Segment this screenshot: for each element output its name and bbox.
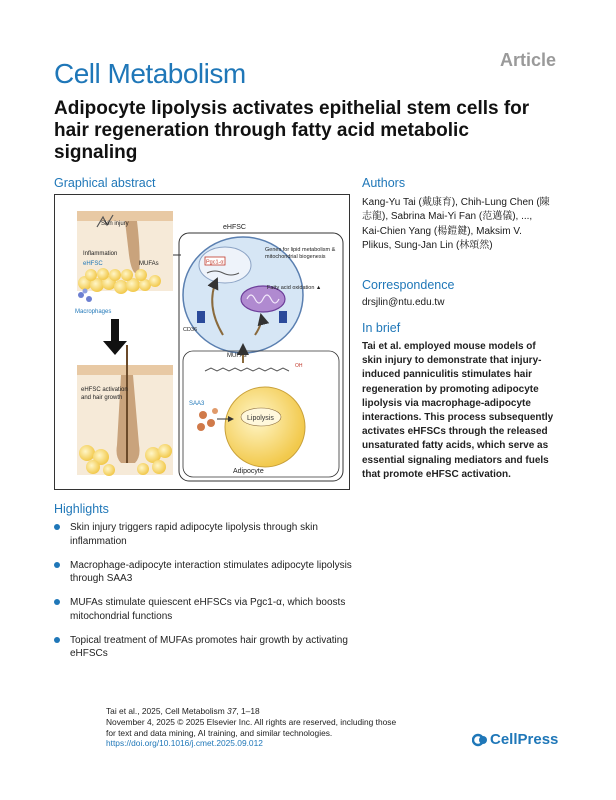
publisher-name: CellPress	[490, 731, 559, 748]
fao-label: Fatty acid oxidation ▲	[267, 285, 322, 291]
cd36-transporter-left	[197, 311, 205, 323]
skin-injury-label: Skin injury	[101, 221, 129, 227]
correspondence-email[interactable]: drsjlin@ntu.edu.tw	[362, 297, 445, 308]
cd36-label: CD36	[183, 327, 198, 333]
pgc1a-label: Pgc1-α	[206, 259, 224, 266]
inflammation-label: Inflammation	[83, 251, 118, 257]
citation-footer	[106, 706, 436, 749]
doi-link[interactable]: https://doi.org/10.1016/j.cmet.2025.09.012	[106, 738, 263, 749]
in-brief-heading: In brief	[362, 321, 401, 335]
genes-label-line2: mitochondrial biogenesis	[265, 254, 326, 260]
publisher-logo[interactable]	[472, 731, 558, 748]
highlights-list	[54, 521, 354, 671]
correspondence-heading: Correspondence	[362, 278, 455, 292]
activation-label-line1: eHFSC activation	[81, 387, 128, 393]
highlight-item	[54, 559, 354, 586]
in-brief-text: Tai et al. employed mouse models of skin injury to demonstrate that injury-induced panniculitis stimulates hair regeneration by promoting adipocyte lipolysis via macrophage-adipocyte interactions. This process subsequently activates eHFSCs through the released unsaturated fatty acids, which serve as essential signaling mediators and fuels that promote eHFSC activation.	[362, 341, 554, 480]
highlights-heading: Highlights	[54, 502, 109, 516]
fatty-acid-chain	[205, 368, 289, 371]
skin-injury-panel	[75, 211, 181, 315]
saa3-cells	[197, 408, 218, 431]
ehfsc-cell-diagram	[183, 224, 336, 353]
authors-list: Kang-Yu Tai (戴康育), Chih-Lung Chen (陳志龍), Sabrina Mai-Yi Fan (范邁儀), ..., Kai-Chien Yang (楊鎧鍵), Maksim V. Plikus, Sung-Jan Lin (林頌然)	[362, 197, 550, 252]
highlight-item	[54, 634, 354, 661]
bullet-dot-icon	[54, 637, 60, 643]
bullet-dot-icon	[54, 524, 60, 530]
macrophages-label: Macrophages	[75, 309, 112, 315]
rights-line: for text and data mining, AI training, and similar technologies.	[106, 727, 333, 738]
graphical-abstract-heading: Graphical abstract	[54, 176, 156, 190]
activation-panel	[77, 345, 173, 476]
oh-label: OH	[295, 363, 303, 369]
highlight-item	[54, 596, 354, 623]
mufas-mid-label: MUFAs	[227, 353, 247, 359]
cd36-transporter-right	[279, 311, 287, 323]
journal-name[interactable]: Cell Metabolism	[54, 58, 246, 89]
activation-label-line2: and hair growth	[81, 395, 123, 401]
ehfsc-left-label: eHFSC	[83, 261, 103, 267]
highlight-text: Topical treatment of MUFAs promotes hair growth by activating eHFSCs	[70, 634, 348, 659]
epidermis-layer	[77, 211, 173, 221]
highlight-item	[54, 521, 354, 548]
highlight-text: Skin injury triggers rapid adipocyte lipolysis through skin inflammation	[70, 522, 318, 547]
graphical-abstract-svg	[55, 195, 349, 489]
copyright-line: November 4, 2025 © 2025 Elsevier Inc. All rights are reserved, including those	[106, 716, 397, 727]
lipid-droplet	[225, 387, 305, 467]
bullet-dot-icon	[54, 599, 60, 605]
lipolysis-label: Lipolysis	[247, 415, 274, 422]
big-down-arrow-icon	[103, 319, 127, 355]
genes-label-line1: Genes for lipid metabolism &	[265, 247, 336, 253]
graphical-abstract-figure	[54, 194, 350, 490]
adipocyte-label: Adipocyte	[233, 468, 264, 475]
article-title: Adipocyte lipolysis activates epithelial stem cells for hair regeneration through fatty acid metabolic signaling	[54, 98, 530, 163]
highlight-text: Macrophage-adipocyte interaction stimulates adipocyte lipolysis through SAA3	[70, 559, 352, 584]
bullet-dot-icon	[54, 562, 60, 568]
mufas-left-label: MUFAs	[139, 261, 159, 267]
ehfsc-top-label: eHFSC	[223, 224, 246, 231]
cellpress-logo-icon	[472, 732, 488, 748]
article-type-tag: Article	[499, 50, 556, 70]
highlight-text: MUFAs stimulate quiescent eHFSCs via Pgc1-α, which boosts mitochondrial functions	[70, 597, 346, 622]
authors-heading: Authors	[362, 176, 406, 190]
saa3-label: SAA3	[189, 401, 205, 407]
citation-line: Tai et al., 2025, Cell Metabolism 37, 1–18	[106, 706, 260, 716]
volume-number: 37	[227, 706, 237, 716]
